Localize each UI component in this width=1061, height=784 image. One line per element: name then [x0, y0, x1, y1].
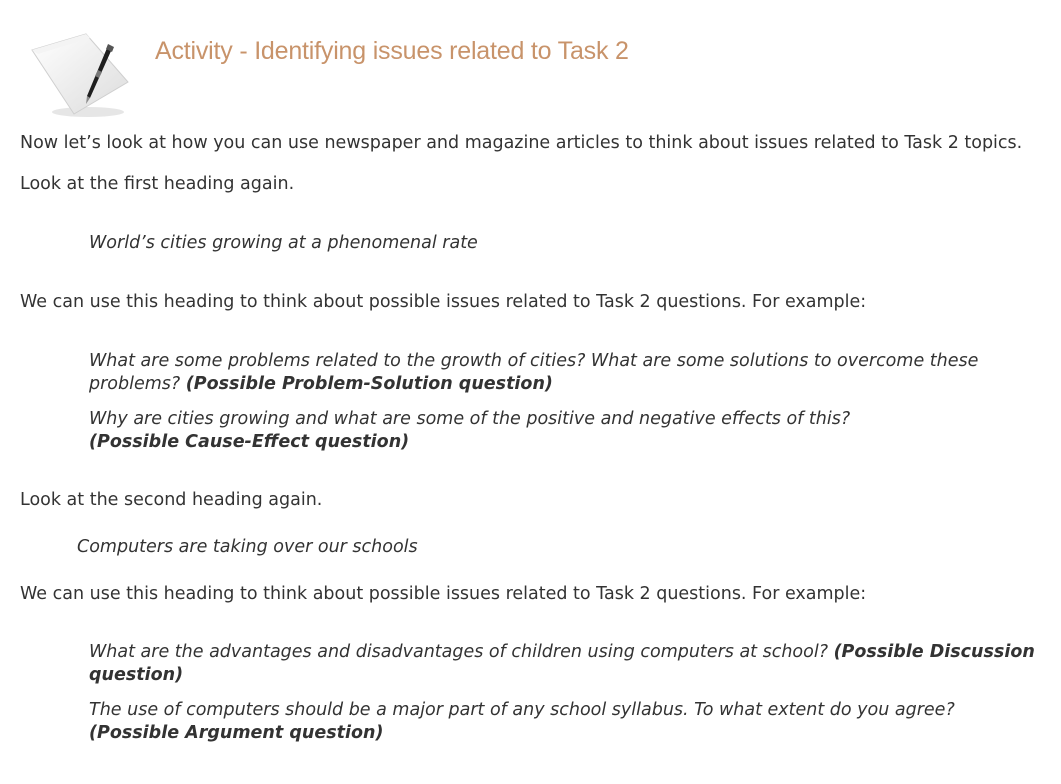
question-type: (Possible Discussion question) [89, 642, 1035, 685]
section2-heading: Computers are taking over our schools [77, 537, 418, 557]
activity-header [22, 22, 1042, 118]
question-item [89, 699, 1040, 745]
question-text: What are the advantages and disadvantages of children using computers at school? [89, 642, 828, 662]
question-type: (Possible Argument question) [89, 723, 384, 743]
question-text: What are some problems related to the growth of cities? What are some solutions to overcome these problems? [89, 351, 979, 394]
section1-question-list [89, 350, 1040, 454]
question-type: (Possible Problem-Solution question) [185, 374, 553, 394]
section1-lead: We can use this heading to think about possible issues related to Task 2 questions. For example: [20, 292, 867, 312]
question-item [89, 350, 1040, 396]
section2-instruction: Look at the second heading again. [20, 490, 323, 510]
question-text: Why are cities growing and what are some of the positive and negative effects of this? [89, 409, 851, 429]
question-item [89, 408, 1040, 454]
page-title: Activity - Identifying issues related to Task 2 [155, 37, 629, 65]
section2-question-list [89, 641, 1040, 745]
question-item [89, 641, 1040, 687]
question-type: (Possible Cause-Effect question) [89, 432, 410, 452]
intro-paragraph: Now let’s look at how you can use newspaper and magazine articles to think about issues related to Task 2 topics. [20, 133, 1023, 153]
section1-instruction: Look at the first heading again. [20, 174, 295, 194]
paper-pen-icon [28, 28, 136, 120]
section2-lead: We can use this heading to think about possible issues related to Task 2 questions. For example: [20, 584, 867, 604]
section1-heading: World’s cities growing at a phenomenal rate [89, 233, 478, 253]
activity-content [20, 132, 1040, 745]
question-text: The use of computers should be a major part of any school syllabus. To what extent do you agree? [89, 700, 955, 720]
